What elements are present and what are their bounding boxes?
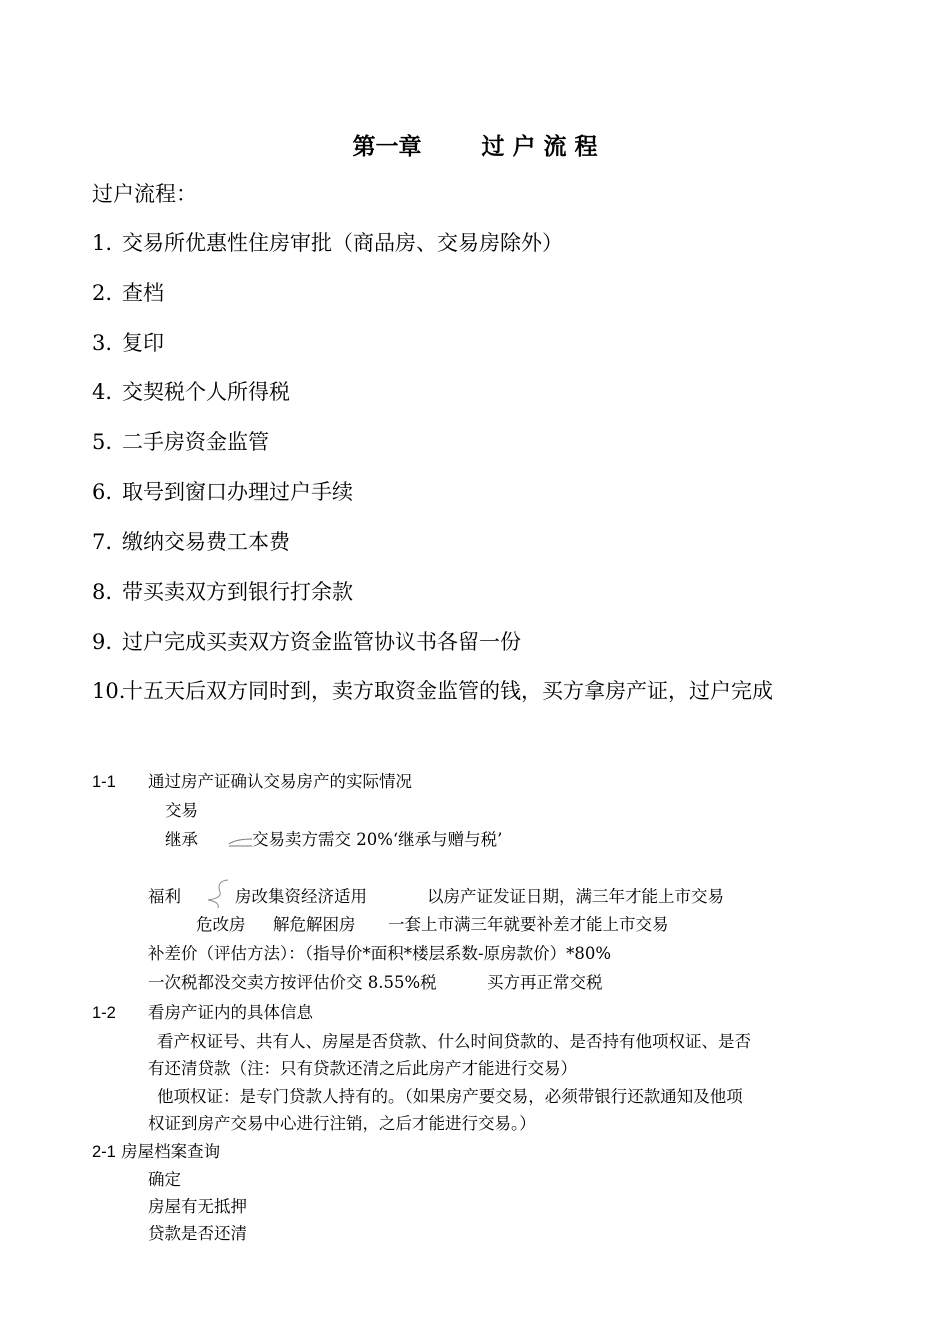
list-text: 查档 bbox=[122, 281, 164, 305]
fuli-type-c-note: 一套上市满三年就要补差才能上市交易 bbox=[388, 915, 669, 934]
list-item bbox=[92, 327, 164, 357]
s12-paragraph-2b: 权证到房产交易中心进行注销，之后才能进行交易。） bbox=[148, 1114, 536, 1133]
section-heading: 房屋档案查询 bbox=[121, 1142, 221, 1161]
list-text: 取号到窗口办理过户手续 bbox=[122, 480, 353, 504]
yici-tax: 一次税都没交卖方按评估价交 8.55%税 bbox=[148, 973, 437, 992]
type-jicheng: 继承 bbox=[165, 830, 198, 849]
list-number: 2. bbox=[92, 281, 113, 305]
list-number: 10. bbox=[92, 679, 126, 703]
section-heading: 看房产证内的具体信息 bbox=[148, 1003, 313, 1022]
list-item bbox=[92, 675, 773, 705]
list-number: 3. bbox=[92, 331, 113, 355]
yici-tax-buyer: 买方再正常交税 bbox=[487, 973, 603, 992]
fuli-type-a-note: 以房产证发证日期，满三年才能上市交易 bbox=[427, 887, 724, 906]
fuli-type-c: 解危解困房 bbox=[273, 915, 356, 934]
section-heading: 通过房产证确认交易房产的实际情况 bbox=[148, 772, 412, 791]
list-text: 交易所优惠性住房审批（商品房、交易房除外） bbox=[122, 231, 563, 255]
intro-text: 过户流程： bbox=[92, 182, 197, 206]
list-item bbox=[92, 376, 290, 406]
list-text: 带买卖双方到银行打余款 bbox=[122, 580, 353, 604]
type-fuli: 福利 bbox=[148, 887, 181, 906]
section-number: 2-1 bbox=[92, 1143, 116, 1161]
list-item bbox=[92, 526, 290, 556]
type-jiaoyi: 交易 bbox=[165, 801, 198, 820]
list-text: 缴纳交易费工本费 bbox=[122, 530, 290, 554]
section-1-2 bbox=[92, 999, 313, 1023]
list-number: 1. bbox=[92, 231, 113, 255]
list-item bbox=[92, 426, 269, 456]
list-item: 贷款是否还清 bbox=[148, 1224, 247, 1243]
brace-icon bbox=[202, 878, 232, 914]
list-number: 4. bbox=[92, 380, 113, 404]
fuli-type-b: 危改房 bbox=[196, 915, 246, 934]
s12-paragraph-2a: 他项权证：是专门贷款人持有的。（如果房产要交易，必须带银行还款通知及他项 bbox=[157, 1087, 743, 1106]
section-number: 1-2 bbox=[92, 1004, 116, 1022]
chapter-heading: 过 户 流 程 bbox=[481, 134, 598, 160]
list-number: 8. bbox=[92, 580, 113, 604]
chapter-title bbox=[0, 128, 950, 161]
arrow-line-icon bbox=[228, 832, 254, 848]
chapter-number: 第一章 bbox=[352, 134, 422, 160]
list-item: 确定 bbox=[148, 1170, 181, 1189]
list-number: 9. bbox=[92, 630, 113, 654]
section-number: 1-1 bbox=[92, 773, 116, 791]
list-item bbox=[92, 626, 521, 656]
list-text: 交契税个人所得税 bbox=[122, 380, 290, 404]
bucha-formula: 补差价（评估方法）：（指导价*面积*楼层系数-原房款价）*80% bbox=[148, 944, 611, 963]
list-text: 过户完成买卖双方资金监管协议书各留一份 bbox=[122, 630, 521, 654]
list-item: 房屋有无抵押 bbox=[148, 1197, 247, 1216]
list-item bbox=[92, 227, 563, 257]
s12-paragraph-1b: 有还清贷款（注：只有贷款还清之后此房产才能进行交易） bbox=[148, 1059, 577, 1078]
list-number: 5. bbox=[92, 430, 113, 454]
section-1-1 bbox=[92, 768, 412, 792]
list-text: 复印 bbox=[122, 331, 164, 355]
jicheng-note: 交易卖方需交 20%‘继承与赠与税’ bbox=[252, 830, 503, 849]
list-item bbox=[92, 476, 353, 506]
list-text: 十五天后双方同时到，卖方取资金监管的钱，买方拿房产证，过户完成 bbox=[122, 679, 773, 703]
list-number: 7. bbox=[92, 530, 113, 554]
list-item bbox=[92, 277, 164, 307]
s12-paragraph-1a: 看产权证号、共有人、房屋是否贷款、什么时间贷款的、是否持有他项权证、是否 bbox=[157, 1032, 751, 1051]
section-2-1 bbox=[92, 1138, 220, 1162]
fuli-type-a: 房改集资经济适用 bbox=[235, 887, 367, 906]
list-text: 二手房资金监管 bbox=[122, 430, 269, 454]
list-number: 6. bbox=[92, 480, 113, 504]
list-item bbox=[92, 576, 353, 606]
